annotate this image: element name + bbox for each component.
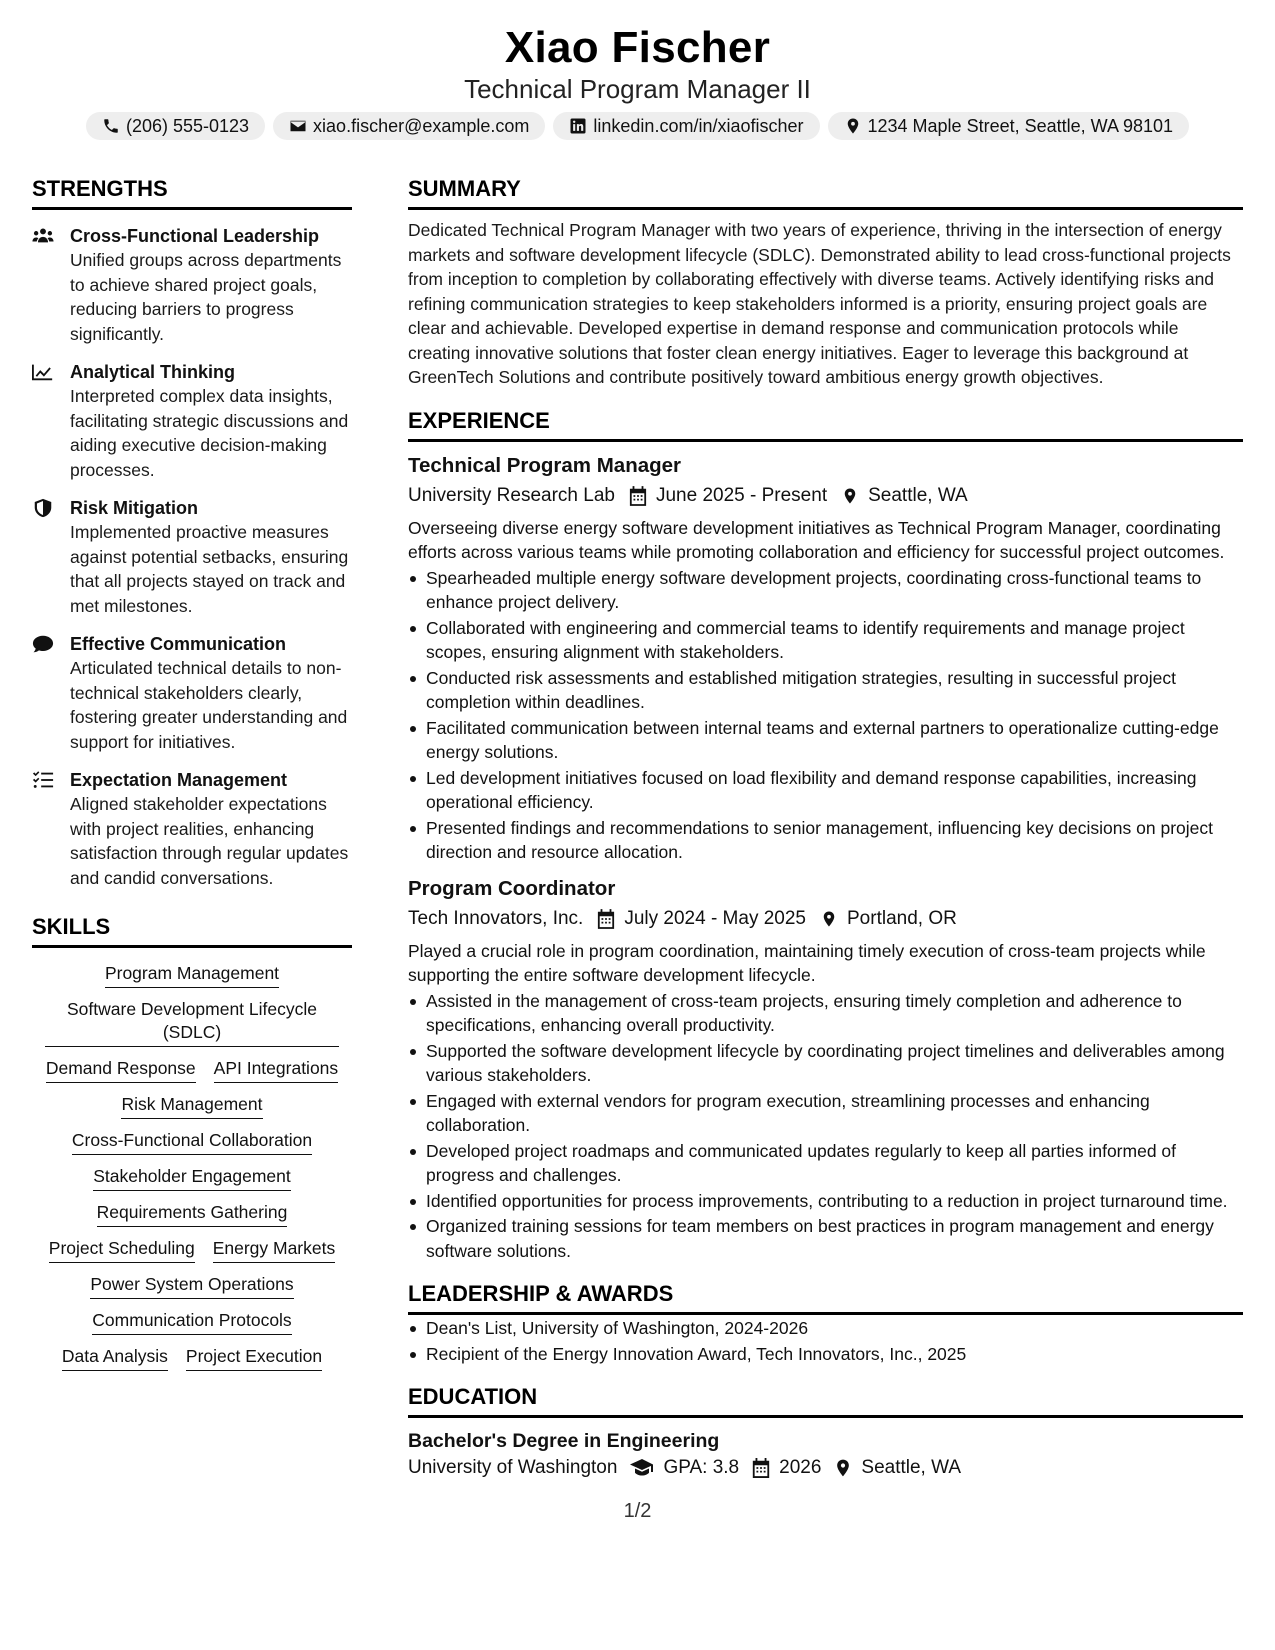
left-column: [32, 176, 352, 1371]
linkedin-icon: [569, 117, 587, 135]
skill-tag: Software Development Lifecycle (SDLC): [45, 998, 339, 1047]
strength-item: [32, 224, 352, 346]
page-number: 1/2: [623, 1500, 652, 1522]
skill-tag: Energy Markets: [213, 1237, 336, 1263]
job-company: Tech Innovators, Inc.: [408, 907, 584, 929]
job-entry: [408, 452, 1243, 865]
education-meta: [408, 1454, 1243, 1482]
strength-item: [32, 768, 352, 890]
contact-phone-text: (206) 555-0123: [125, 116, 250, 136]
calendar-icon: [751, 1458, 771, 1478]
strength-item: [32, 632, 352, 754]
contact-linkedin[interactable]: [553, 112, 819, 140]
map-pin-icon: [820, 909, 838, 929]
skill-tag: Program Management: [105, 962, 279, 988]
job-bullets: [408, 566, 1243, 865]
strength-title: Analytical Thinking: [70, 362, 236, 382]
list-item: Identified opportunities for process improvements, contributing to a reduction in project turnaround time.: [408, 1189, 1243, 1214]
chart-line-icon: [32, 362, 54, 382]
job-company: University Research Lab: [408, 484, 615, 506]
job-description: Played a crucial role in program coordination, maintaining timely execution of cross-team projects while supporting the entire software development lifecycle.: [408, 940, 1206, 985]
skill-tag: API Integrations: [214, 1057, 339, 1083]
skill-tag: Communication Protocols: [92, 1309, 291, 1335]
envelope-icon: [289, 117, 307, 135]
list-item: Conducted risk assessments and established mitigation strategies, resulting in successful project completion within deadlines.: [408, 666, 1243, 715]
calendar-icon: [597, 909, 615, 929]
speech-bubble-icon: [32, 634, 54, 654]
skill-tag: Data Analysis: [62, 1345, 168, 1371]
strength-desc: Interpreted complex data insights, facilitating strategic discussions and aiding executive decision-making processes.: [70, 386, 349, 480]
job-dates: June 2025 - Present: [655, 484, 828, 506]
job-dates: July 2024 - May 2025: [624, 907, 806, 929]
job-entry: [408, 875, 1243, 1264]
education-location: Seattle, WA: [861, 1457, 962, 1478]
resume-body: [32, 176, 1243, 1478]
job-title: Program Coordinator: [408, 876, 616, 900]
list-item: Organized training sessions for team members on best practices in program management and energy software solutions.: [408, 1214, 1243, 1263]
resume-header: [0, 0, 1275, 140]
map-pin-icon: [844, 117, 862, 135]
contact-email-text: xiao.fischer@example.com: [313, 116, 530, 136]
strength-title: Effective Communication: [70, 634, 287, 654]
gpa: GPA: 3.8: [663, 1457, 740, 1478]
graduation-year: 2026: [779, 1457, 822, 1478]
users-icon: [32, 226, 54, 246]
list-item: Engaged with external vendors for program execution, streamlining processes and enhancing collaboration.: [408, 1089, 1243, 1138]
job-bullets: [408, 989, 1243, 1264]
strength-item: [32, 360, 352, 482]
map-pin-icon: [841, 486, 859, 506]
list-item: Led development initiatives focused on load flexibility and demand response capabilities, increasing operational efficiency.: [408, 766, 1243, 815]
checklist-icon: [32, 770, 54, 790]
strength-desc: Unified groups across departments to achieve shared project goals, reducing barriers to progress significantly.: [70, 250, 342, 344]
job-location: Portland, OR: [847, 907, 957, 929]
job-meta: [408, 482, 1243, 510]
phone-icon: [102, 117, 120, 135]
list-item: Developed project roadmaps and communicated updates regularly to keep all parties informed of progress and challenges.: [408, 1139, 1243, 1188]
contact-address-text: 1234 Maple Street, Seattle, WA 98101: [867, 116, 1174, 136]
skill-tag: Cross-Functional Collaboration: [72, 1129, 312, 1155]
contact-email[interactable]: [273, 112, 545, 140]
strength-title: Risk Mitigation: [70, 498, 199, 518]
list-item: Collaborated with engineering and commercial teams to identify requirements and manage project scopes, ensuring alignment with stakeholders.: [408, 616, 1243, 665]
list-item: Recipient of the Energy Innovation Award, Tech Innovators, Inc., 2025: [408, 1342, 1243, 1367]
skill-tag: Power System Operations: [90, 1273, 293, 1299]
experience-heading: EXPERIENCE: [408, 408, 1243, 442]
contact-phone[interactable]: [86, 112, 265, 140]
school-name: University of Washington: [408, 1457, 618, 1478]
strength-desc: Implemented proactive measures against potential setbacks, ensuring that all projects stayed on track and met milestones.: [70, 522, 349, 616]
map-pin-icon: [833, 1458, 853, 1478]
skill-tag: Stakeholder Engagement: [93, 1165, 291, 1191]
list-item: Facilitated communication between internal teams and external partners to operationalize cutting-edge energy solutions.: [408, 716, 1243, 765]
candidate-name: Xiao Fischer: [504, 23, 771, 72]
graduation-cap-icon: [629, 1458, 655, 1478]
job-description: Overseeing diverse energy software development initiatives as Technical Program Manager, coordinating efforts across various teams while promoting collaboration and efficiency for successful project outcomes.: [408, 517, 1225, 562]
job-location: Seattle, WA: [868, 484, 968, 506]
contact-address[interactable]: [828, 112, 1190, 140]
list-item: Spearheaded multiple energy software development projects, coordinating cross-functional teams to enhance project delivery.: [408, 566, 1243, 615]
contact-bar: [0, 112, 1275, 140]
list-item: Presented findings and recommendations to senior management, influencing key decisions on project direction and resource allocation.: [408, 816, 1243, 865]
skill-tag: Requirements Gathering: [97, 1201, 288, 1227]
list-item: Dean's List, University of Washington, 2024-2026: [408, 1316, 1243, 1341]
strength-item: [32, 496, 352, 618]
list-item: Assisted in the management of cross-team projects, ensuring timely completion and adherence to specifications, enhancing overall productivity.: [408, 989, 1243, 1038]
skills-heading: SKILLS: [32, 914, 352, 948]
shield-icon: [32, 498, 54, 518]
strengths-heading: STRENGTHS: [32, 176, 352, 210]
skill-tag: Project Scheduling: [49, 1237, 195, 1263]
summary-text: Dedicated Technical Program Manager with two years of experience, thriving in the intersection of energy markets and software development lifecycle (SDLC). Demonstrated ability to lead cross-functional projects from inception to completion by collaborating effectively with diverse teams. Actively identifying risks and refining communication strategies to keep stakeholders informed is a priority, ensuring project goals are clear and achievable. Developed expertise in demand response and communication protocols while creating innovative solutions that foster clean energy initiatives. Eager to leverage this background at GreenTech Solutions and contribute positively toward ambitious energy growth objectives.: [408, 220, 1231, 387]
job-title: Technical Program Manager: [408, 453, 682, 477]
skill-tag: Demand Response: [46, 1057, 196, 1083]
calendar-icon: [629, 486, 647, 506]
degree-title: Bachelor's Degree in Engineering: [408, 1430, 720, 1452]
strength-desc: Aligned stakeholder expectations with project realities, enhancing satisfaction through regular updates and candid conversations.: [70, 794, 349, 888]
education-heading: EDUCATION: [408, 1384, 1243, 1418]
right-column: [408, 176, 1243, 1482]
awards-heading: LEADERSHIP & AWARDS: [408, 1281, 1243, 1315]
job-meta: [408, 905, 1243, 933]
list-item: Supported the software development lifecycle by coordinating project timelines and deliverables among various stakeholders.: [408, 1039, 1243, 1088]
awards-list: [408, 1316, 1243, 1366]
strength-title: Cross-Functional Leadership: [70, 226, 320, 246]
strength-desc: Articulated technical details to non-technical stakeholders clearly, fostering greater understanding and support for initiatives.: [70, 658, 348, 752]
summary-heading: SUMMARY: [408, 176, 1243, 210]
skill-tag: Project Execution: [186, 1345, 322, 1371]
contact-linkedin-text: linkedin.com/in/xiaofischer: [593, 116, 804, 136]
skills-list: [32, 948, 352, 1371]
candidate-title: Technical Program Manager II: [464, 74, 811, 104]
skill-tag: Risk Management: [121, 1093, 262, 1119]
strength-title: Expectation Management: [70, 770, 288, 790]
